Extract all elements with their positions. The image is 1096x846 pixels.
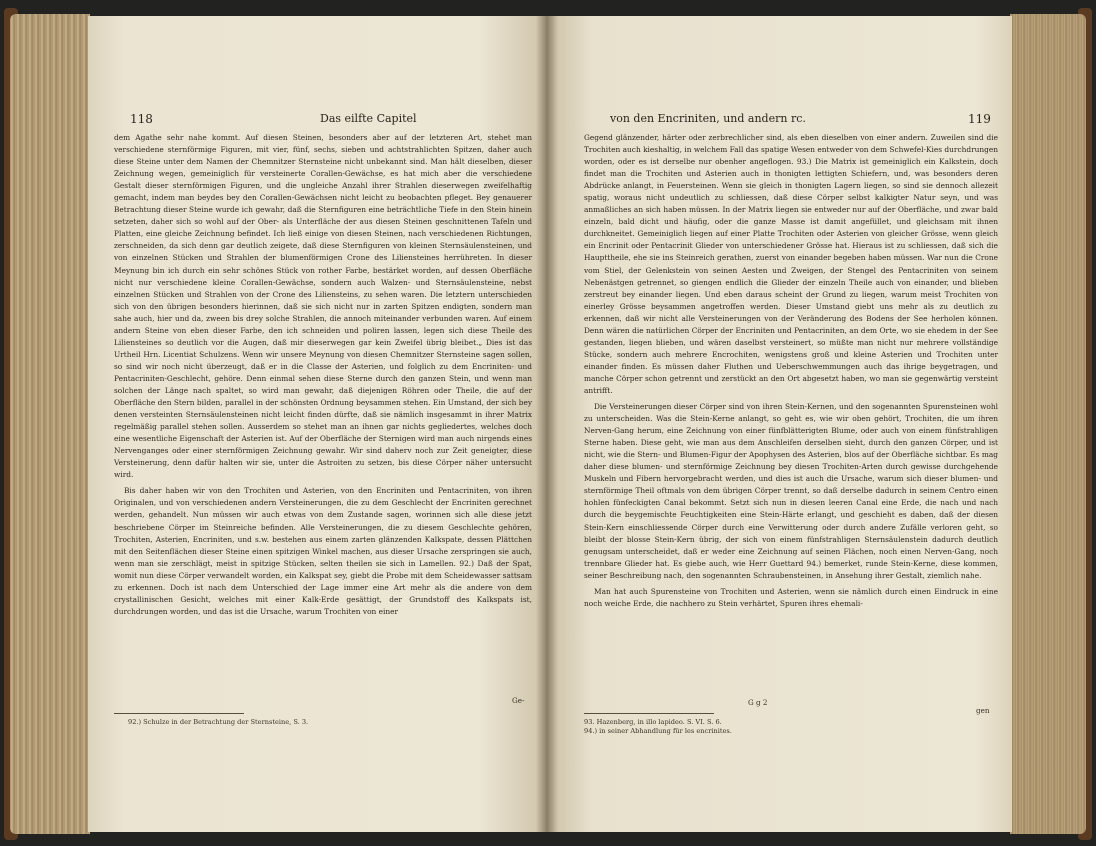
page-number-left: 118 <box>130 112 153 126</box>
page-edges-left <box>10 14 90 834</box>
footnote-93: 93. Hazenberg, in illo lapideo. S. VI. S. 6. <box>584 718 722 726</box>
footnote-right <box>584 718 984 736</box>
paragraph: Gegend glänzender, härter oder zerbrechlicher sind, als eben dieselben von einer andern. Zuweilen sind die Trochiten auch kieshaltig, in welchem Fall das spatige Wesen entweder von dem Schwefel-Kies durchdrungen worden, oder es ist derselbe nur obenher angeflogen. 93.) Die Matrix ist gemeiniglich ein Kalkstein, doch findet man die Trochiten und Asterien auch in thonigten lettigten Schiefern, und, was besonders deren Abdrücke anlangt, in Feuersteinen. Wenn sie gleich in thonigten Lagern liegen, so sind sie dennoch allezeit spatig, woraus nicht undeutlich zu schliessen, daß diese Cörper selbst kalkigter Natur seyn, und was anmaßliches an sich haben müssen. In der Matrix liegen sie entweder nur auf der Oberfläche, und zwar bald einzeln, bald dicht und häufig, oder die ganze Masse ist damit angefüllet, und gleichsam mit ihnen durchkneitet. Gemeiniglich liegen auf einer Platte Trochiten oder Asterien von gleicher Grösse, wenn gleich ein Encrinit oder Pentacrinit Glieder von unterschiedener Grösse hat. Hieraus ist zu schliessen, daß sich die Haupttheile, ehe sie ins Steinreich gerathen, zuerst von einander begeben haben müssen. War nun die Crone vom Stiel, der Gelenkstein von seinen Aesten und Zweigen, der Stengel des Pentacriniten von seinem Nebenästgen getrennet, so giengen endlich die Glieder der einzeln Theile auch von einander, und blieben zerstreut bey einander liegen. Und eben daraus scheint der Grund zu liegen, warum meist Trochiten von einerley Grösse beysammen angetroffen werden. Dieser Umstand giebt uns mehr als zu deutlich zu erkennen, daß wir nicht alle Versteinerungen von der Veränderung des Bodens der See herholen können. Denn wären die natürlichen Cörper der Encriniten und Pentacriniten, an dem Orte, wo sie ehedem in der See gestanden, liegen blieben, und wären daselbst versteinert, so müßte man nicht nur mehrere vollständige Stücke, sondern auch mehrere Encrochiten, wenigstens groß und kleine Asterien und Trochiten unter einander finden. Es müssen daher Fluthen und Ueberschwemmungen auch das ihrige beygetragen, und manche Cörper schon getrennt und zerstückt an den Ort abgesetzt haben, wo man sie gegenwärtig versteint antrifft. <box>584 133 998 395</box>
footnote-rule-left <box>114 713 244 714</box>
page-edges-right <box>1010 14 1086 834</box>
paragraph: dem Agathe sehr nahe kommt. Auf diesen Steinen, besonders aber auf der letzteren Art, stehet man verschiedene sternförmige Figuren, mit vier, fünf, sechs, sieben und achtstrahlichten Spitzen, daher auch diese Steine unter dem Namen der Chemnitzer Sternsteine nicht unbekannt sind. Man hält dieselben, dieser Zeichnung wegen, gemeiniglich für versteinerte Corallen-Gewächse, es hat mich aber die verschiedene Gestalt dieser sternförmigen Figuren, und die ungleiche Anzahl ihrer Strahlen dieserwegen zweifelhaftig gemacht, indem man beydes bey den Corallen-Gewächsen nicht leicht zu beobachten pfleget. Bey genauerer Betrachtung dieser Steine wurde ich gewahr, daß die Sternfiguren eine beträchtliche Tiefe in den Stein hinein setzeten, daher sich so wohl auf der Ober- als Unterfläche der aus diesen Steinen geschnittenen Tafeln und Platten, eine gleiche Zeichnung befindet. Ich ließ einige von diesen Steinen, nach verschiedenen Richtungen, zerschneiden, da sich denn gar deutlich zeigete, daß diese Sternfiguren von kleinen Sternsäulensteinen, und von einzelnen Stücken und Strahlen der blumenförmigen Crone des Liliensteines herrühreten. In dieser Meynung bin ich durch ein sehr schönes Stück von rother Farbe, bestärket worden, auf dessen Oberfläche nicht nur verschiedene kleine Corallen-Gewächse, sondern auch Walzen- und Sternsäulensteine, nebst einzelnen Stücken und Strahlen von der Crone des Liliensteins, zu sehen waren. Die letztern unterschieden sich von den übrigen besonders hierinnen, daß sie sich nicht nur in zarten Spitzen endigten, sondern man sahe auch, hier und da, zween bis drey solche Strahlen, die annoch miteinander verbunden waren. Auf einem andern Steine von eben dieser Farbe, den ich schneiden und poliren lassen, legen sich diese Theile des Liliensteines so deutlich vor die Augen, daß mir dieserwegen gar kein Zweifel übrig bleibet.„ Dies ist das Urtheil Hrn. Licentiat Schulzens. Wenn wir unsere Meynung von diesen Chemnitzer Sternsteine sagen sollen, so sind wir noch nicht überzeugt, daß er in die Classe der Asterien, und folglich zu dem Encriniten- und Pentacriniten-Geschlecht, gehöre. Denn einmal sehen diese Sterne durch den ganzen Stein, und wenn man solchen der Länge nach spaltet, so wird man gewahr, daß diejenigen Röhren oder Theile, die auf der Oberfläche den Stern bilden, parallel in der schönsten Ordnung beysammen stehen. Ein Umstand, der sich bey denen versteinten Sternsäulensteinen nicht leicht finden dürfte, daß sie nämlich insgesammt in ihrer Matrix regelmäßig parallel stehen sollen. Ausserdem so stehet man an ihnen gar nichts gegliedertes, welches doch eine wesentliche Eigenschaft der Asterien ist. Auf der Oberfläche der Sternigen wird man auch nirgends eines Nervenganges oder einer sternförmigen Zeichnung gewahr. Wir sind daherv noch zur Zeit geneigter, diese Versteinerung, denn dafür halten wir sie, unter die Astroiten zu setzen, bis diese Cörper näher untersucht wird. <box>114 133 532 480</box>
running-head-left: Das eilfte Capitel <box>320 112 417 125</box>
left-page <box>88 16 546 832</box>
book-gutter <box>536 16 558 832</box>
right-page-body <box>584 132 998 614</box>
page-number-right: 119 <box>968 112 991 126</box>
footnote-rule-right <box>584 713 714 714</box>
running-head-right: von den Encriniten, und andern rc. <box>610 112 806 125</box>
footnote-94: 94.) in seiner Abhandlung für les encrinites. <box>584 727 732 735</box>
left-page-body <box>114 132 532 622</box>
signature-mark: G g 2 <box>748 698 768 707</box>
catchword-right: gen <box>976 706 990 715</box>
paragraph: Man hat auch Spurensteine von Trochiten und Asterien, wenn sie nämlich durch einen Eindruck in eine noch weiche Erde, die nachhero zu Stein verhärtet, Spuren ihres ehemali- <box>584 586 998 608</box>
paragraph: Bis daher haben wir von den Trochiten und Asterien, von den Encriniten und Pentacriniten, von ihren Originalen, und von verschiedenen andern Versteinerungen, die zu dem Geschlecht der Encriniten gerechnet werden, gehandelt. Nun müssen wir auch etwas von dem Zustande sagen, worinnen sich alle diese jetzt beschriebene Cörper im Steinreiche befinden. Alle Versteinerungen, die zu diesem Geschlechte gehören, Trochiten, Asterien, Encriniten, und s.w. bestehen aus einem zarten glänzenden Kalkspate, dessen Plättchen mit den Seitenflächen dieser Steine einen spitzigen Winkel machen, aus dieser Ursache zerspringen sie auch, wenn man sie zerschlägt, meist in spitzige Stücken, selten theilen sie sich in Lamellen. 92.) Daß der Spat, womit nun diese Cörper verwandelt worden, ein Kalkspat sey, giebt die Probe mit dem Scheidewasser sattsam zu erkennen. Doch ist nach dem Unterschied der Lage immer eine Art mehr als die andere von dem crystallinischen Gesicht, welches mit einer Kalk-Erde gesättigt, der Grundstoff des Kalkspats ist, durchdrungen worden, und das ist die Ursache, warum Trochiten von einer <box>114 486 532 616</box>
catchword-left: Ge- <box>512 696 525 705</box>
footnote-left: 92.) Schulze in der Betrachtung der Sternsteine, S. 3. <box>128 718 309 726</box>
right-page <box>546 16 1012 832</box>
paragraph: Die Versteinerungen dieser Cörper sind von ihren Stein-Kernen, und den sogenannten Spurensteinen wohl zu unterscheiden. Was die Stein-Kerne anlangt, so geht es, wie wir oben gehört, Trochiten, die um ihren Nerven-Gang herum, eine Zeichnung von einer fünfblätterigten Blume, oder auch von einem fünfstrahligen Sterne haben. Diese geht, wie man aus dem Anschleifen derselben sieht, durch den ganzen Cörper, und ist nicht, wie die Stern- und Blumen-Figur der Apophysen des Asterien, blos auf der Oberfläche sichtbar. Es mag daher diese blumen- und sternförmige Zeichnung bey diesen Trochiten-Arten durch gewisse durchgehende Muskeln und Fibern hervorgebracht werden, und dies ist auch die Ursache, warum sich dieser blumen- und sternförmige Theil oftmals von dem übrigen Cörper trennt, so daß derselbe dadurch in seinem Centro einen hohlen fünfeckigten Canal bekommt. Setzt sich nun in diesen leeren Canal eine Erde, die nach und nach durch die beygemischte Feuchtigkeiten eine Stein-Härte erlangt, und geschieht es daben, daß der diesen Stein-Kern einschliessende Cörper durch eine Verwitterung oder durch andere Zufälle verloren geht, so bleibt der blosse Stein-Kern übrig, der sich von einem fünfstrahligen Sternsäulenstein dadurch deutlich genugsam unterscheidet, daß er weder eine Zeichnung auf seinen Flächen, noch einen Nerven-Gang, noch trennbare Glieder hat. Es giebe auch, wie Herr Guettard 94.) bemerket, runde Stein-Kerne, diese kommen, seiner Beschreibung nach, den sogenannten Schraubensteinen, in Ansehung ihrer Gestalt, ziemlich nahe. <box>584 402 998 580</box>
